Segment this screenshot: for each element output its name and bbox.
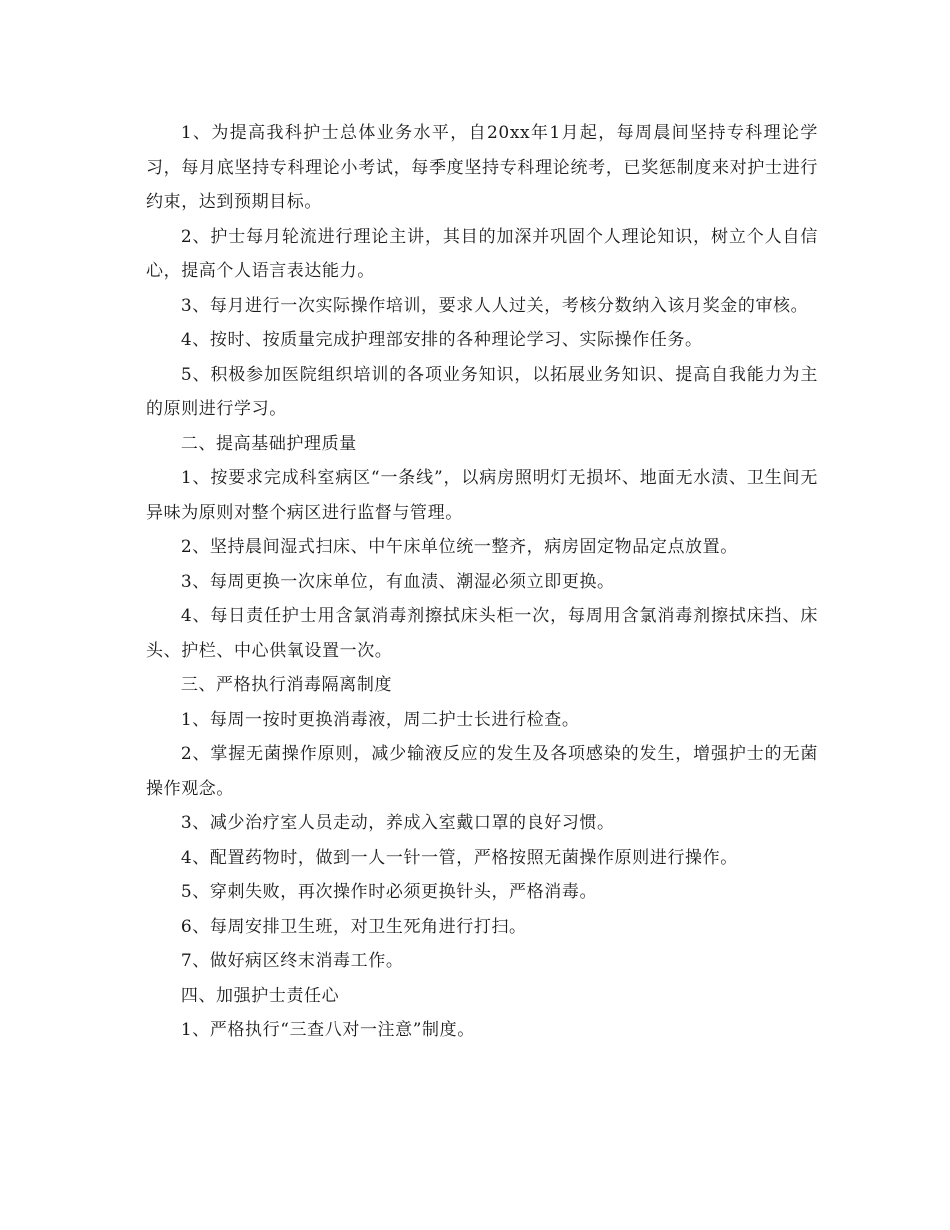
paragraph-item: 1、每周一按时更换消毒液，周二护士长进行检查。 — [180, 709, 580, 730]
paragraph-item: 2、掌握无菌操作原则，减少输液反应的发生及各项感染的发生，增强护士的无菌操作观念。 — [146, 744, 818, 799]
paragraph-item: 2、坚持晨间湿式扫床、中午床单位统一整齐，病房固定物品定点放置。 — [180, 537, 738, 557]
document-body — [146, 116, 818, 1048]
paragraph-item: 4、按时、按质量完成护理部安排的各种理论学习、实际操作任务。 — [180, 330, 703, 350]
paragraph-item: 5、积极参加医院组织培训的各项业务知识，以拓展业务知识、提高自我能力为主的原则进行学习。 — [146, 364, 818, 419]
section-heading: 四、加强护士责任心 — [180, 985, 340, 1006]
paragraph-item: 4、配置药物时，做到一人一针一管，严格按照无菌操作原则进行操作。 — [180, 847, 738, 868]
section-heading: 二、提高基础护理质量 — [180, 433, 357, 454]
paragraph-item: 6、每周安排卫生班，对卫生死角进行打扫。 — [180, 916, 527, 937]
paragraph-item: 1、严格执行“三查八对一注意”制度。 — [180, 1020, 475, 1040]
paragraph-item: 1、为提高我科护士总体业务水平，自20xx年1月起，每周晨间坚持专科理论学习，每月底坚持专科理论小考试，每季度坚持专科理论统考，已奖惩制度来对护士进行约束，达到预期目标。 — [146, 123, 818, 212]
paragraph-item: 7、做好病区终末消毒工作。 — [180, 951, 404, 971]
section-heading: 三、严格执行消毒隔离制度 — [180, 675, 393, 695]
paragraph-item: 3、减少治疗室人员走动，养成入室戴口罩的良好习惯。 — [180, 813, 615, 833]
paragraph-item: 3、每周更换一次床单位，有血渍、潮湿必须立即更换。 — [180, 571, 615, 592]
paragraph-item: 4、每日责任护士用含氯消毒剂擦拭床头柜一次，每周用含氯消毒剂擦拭床挡、床头、护栏、中心供氧设置一次。 — [146, 606, 818, 661]
paragraph-item: 1、按要求完成科室病区“一条线”，以病房照明灯无损坏、地面无水渍、卫生间无异味为原则对整个病区进行监督与管理。 — [146, 468, 818, 523]
paragraph-item: 2、护士每月轮流进行理论主讲，其目的加深并巩固个人理论知识，树立个人自信心，提高个人语言表达能力。 — [146, 226, 818, 281]
paragraph-item: 3、每月进行一次实际操作培训，要求人人过关，考核分数纳入该月奖金的审核。 — [180, 295, 809, 316]
paragraph-item: 5、穿刺失败，再次操作时必须更换针头，严格消毒。 — [180, 882, 598, 902]
